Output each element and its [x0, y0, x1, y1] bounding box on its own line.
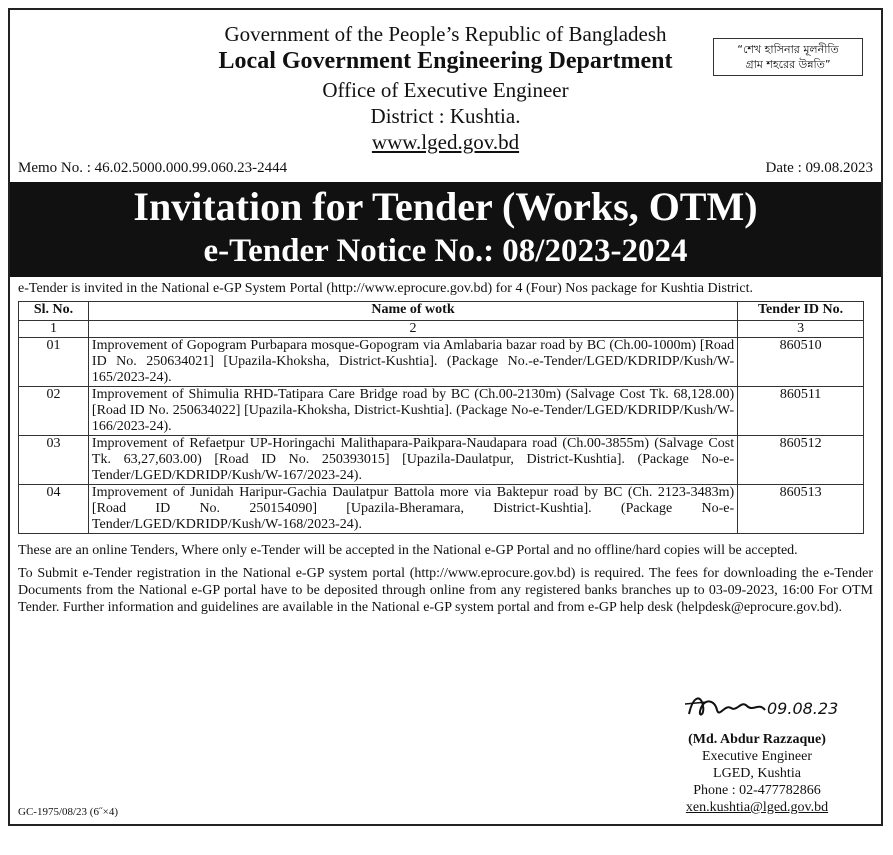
signatory-email[interactable]: xen.kushtia@lged.gov.bd [685, 800, 829, 815]
table-row [19, 436, 864, 485]
header-name: Name of wotk [88, 302, 737, 321]
table-header-row [19, 302, 864, 321]
memo-date: Date : 09.08.2023 [765, 160, 873, 176]
row-sl: 03 [19, 436, 89, 485]
slogan-box [713, 38, 863, 76]
table-row [19, 387, 864, 436]
row-tender-id: 860513 [738, 485, 864, 534]
row-work-name: Improvement of Junidah Haripur-Gachia Daulatpur Battola more via Baktepur road by BC (Ch. 2123-3483m) [Road ID No. 250154090] [Upazila-Bheramara, District-Kushtia]. (Package No-e-Tender/LGED/KDRIDP/Kush/W-168/2023-24). [88, 485, 737, 534]
website-line [10, 130, 881, 155]
intro-text: e-Tender is invited in the National e-GP System Portal (http://www.eprocure.gov.bd) for 4 (Four) Nos package for Kushtia District. [18, 281, 754, 296]
signatory-designation: Executive Engineer [701, 749, 812, 764]
slogan-line-1: “শেখ হাসিনার মূলনীতি [737, 43, 839, 56]
signatory-org: LGED, Kushtia [713, 766, 801, 781]
district-title: District : Kushtia. [370, 104, 521, 128]
handwritten-signature [667, 686, 847, 726]
registration-paragraph: To Submit e-Tender registration in the National e-GP system portal (http://www.eprocure.gov.bd) is required. The fees for downloading the e-Tender Documents from the National e-GP portal have to be deposited through online from any registered banks branches up to 03-09-2023, 16:00 For OTM Tender. Further information and guidelines are available in the National e-GP system portal and from e-GP help desk (helpdesk@eprocure.gov.bd). [18, 566, 873, 615]
memo-number: Memo No. : 46.02.5000.000.99.060.23-2444 [18, 160, 288, 176]
row-tender-id: 860511 [738, 387, 864, 436]
signatory-name: (Md. Abdur Razzaque) [688, 732, 826, 747]
tender-table [18, 301, 864, 534]
column-number-row [19, 321, 864, 338]
header-sl: Sl. No. [19, 302, 89, 321]
department-title: Local Government Engineering Department [218, 48, 673, 74]
notice-title: Invitation for Tender (Works, OTM) [133, 184, 758, 229]
col-number-sl: 1 [19, 321, 89, 338]
office-title: Office of Executive Engineer [322, 78, 569, 102]
col-number-name: 2 [88, 321, 737, 338]
row-work-name: Improvement of Refaetpur UP-Horingachi Malithapara-Paikpara-Naudapara road (Ch.00-3855m) (Salvage Cost Tk. 63,27,603.00) [Road ID No. 250393015] [Upazila-Daulatpur, District-Kushtia]. (Package No-e-Tender/LGED/KDRIDP/Kush/W-167/2023-24). [88, 436, 737, 485]
slogan-line-2: গ্রাম শহরের উন্নতি” [745, 58, 831, 71]
government-title: Government of the People’s Republic of Bangladesh [224, 22, 667, 46]
table-row [19, 485, 864, 534]
row-sl: 02 [19, 387, 89, 436]
signature-date: 09.08.23 [767, 699, 839, 718]
row-tender-id: 860512 [738, 436, 864, 485]
row-work-name: Improvement of Shimulia RHD-Tatipara Care Bridge road by BC (Ch.00-2130m) (Salvage Cost Tk. 68,128.00) [Road ID No. 250634022] [Upazila-Khoksha, District-Kushtia]. (Package No-e-Tender/LGED/KDRIDP/Kush/W-166/2023-24). [88, 387, 737, 436]
online-tender-paragraph: These are an online Tenders, Where only e-Tender will be accepted in the National e-GP Portal and no offline/hard copies will be accepted. [18, 543, 798, 558]
tender-notice-page [8, 8, 883, 826]
memo-row [10, 160, 881, 182]
title-banner [10, 182, 881, 277]
website-link[interactable]: www.lged.gov.bd [371, 130, 520, 154]
notice-number: e-Tender Notice No.: 08/2023-2024 [203, 233, 688, 269]
header-tender-id: Tender ID No. [738, 302, 864, 321]
signature-block [667, 686, 847, 816]
notice-header [10, 10, 881, 160]
signatory-phone: Phone : 02-477782866 [693, 783, 821, 798]
row-work-name: Improvement of Gopogram Purbapara mosque-Gopogram via Amlabaria bazar road by BC (Ch.00-1000m) [Road ID No. 250634021] [Upazila-Khoksha, District-Kushtia]. (Package No.-e-Tender/LGED/KDRIDP/Kush/W-165/2023-24). [88, 338, 737, 387]
footer-code: GC-1975/08/23 (6˝×4) [18, 806, 118, 818]
col-number-tender: 3 [738, 321, 864, 338]
row-sl: 04 [19, 485, 89, 534]
row-sl: 01 [19, 338, 89, 387]
table-row [19, 338, 864, 387]
row-tender-id: 860510 [738, 338, 864, 387]
